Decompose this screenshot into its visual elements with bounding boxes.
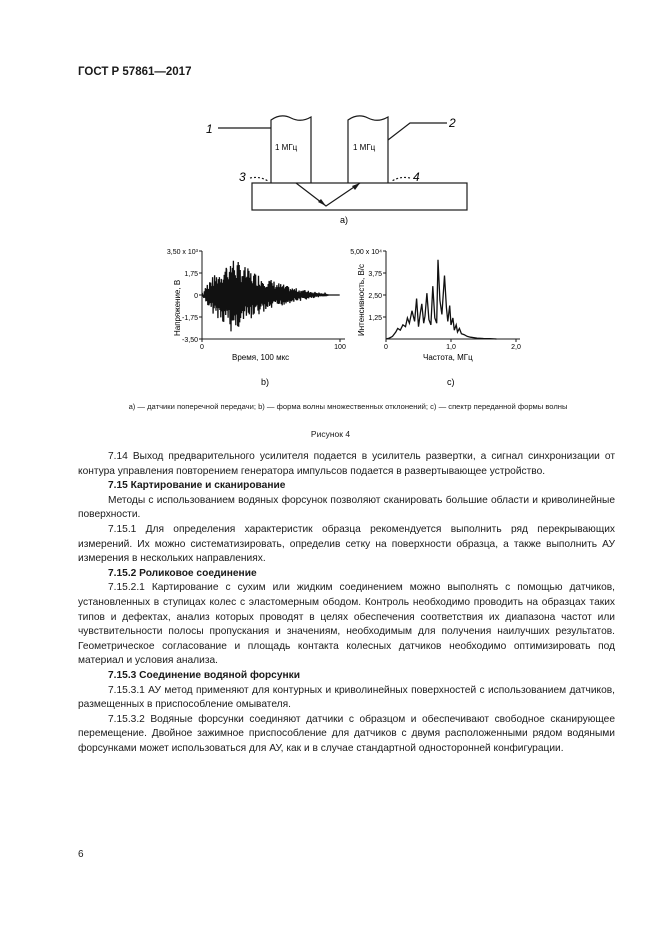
section-heading: 7.15 Картирование и сканирование bbox=[108, 480, 286, 492]
chart-c-xtick-label: 1,0 bbox=[446, 344, 456, 351]
paragraph: 7.15.3.1 АУ метод применяют для контурных и криволинейных поверхностей с использованием датчиков, размещенных в приспособление омывателя. bbox=[78, 684, 615, 711]
chart-b-ylabel: Напряжение, В bbox=[173, 279, 182, 336]
chart-c-xlabel: Частота, МГц bbox=[423, 353, 473, 362]
transducer-right-label: 1 МГц bbox=[353, 143, 376, 152]
chart-b-ytick-label: 3,50 x 10³ bbox=[166, 249, 198, 256]
beam-arrow-out bbox=[352, 183, 360, 190]
label-4: 4 bbox=[413, 170, 420, 184]
caption-c: c) bbox=[447, 377, 455, 387]
body-text bbox=[78, 450, 615, 756]
caption-a: a) bbox=[340, 215, 349, 225]
section-heading: 7.15.3 Соединение водяной форсунки bbox=[108, 669, 301, 681]
chart-b-ytick-label: 1,75 bbox=[184, 271, 198, 278]
chart-c-ylabel: Интенсивность, В/с bbox=[357, 263, 366, 336]
caption-b: b) bbox=[261, 377, 270, 387]
chart-b-ytick-label: -1,75 bbox=[182, 315, 198, 322]
chart-c-ytick-label: 1,25 bbox=[368, 315, 382, 322]
document-header: ГОСТ Р 57861—2017 bbox=[78, 66, 192, 78]
transducer-left-label: 1 МГц bbox=[275, 143, 298, 152]
chart-c bbox=[350, 249, 521, 387]
label-3: 3 bbox=[239, 170, 246, 184]
paragraph: 7.15.3.2 Водяные форсунки соединяют датчики с образцом и обеспечивают свободное сканирующее перемещение. Двойное зажимное приспособление для датчиков с двумя расположенными рядом водяными форсунками может использоваться для АУ, как и в случае стандартной односторонней конфигурации. bbox=[78, 713, 615, 754]
label-2: 2 bbox=[449, 116, 456, 130]
chart-b-xlabel: Время, 100 мкс bbox=[232, 353, 290, 362]
chart-b-ytick-label: -3,50 bbox=[182, 337, 198, 344]
chart-c-xtick-label: 0 bbox=[384, 344, 388, 351]
chart-b bbox=[167, 249, 346, 387]
chart-c-ytick-label: 3,75 bbox=[368, 271, 382, 278]
chart-c-xtick-label: 2,0 bbox=[511, 344, 521, 351]
beam-path bbox=[296, 183, 360, 206]
leader-3 bbox=[250, 177, 268, 181]
diagram-a bbox=[218, 116, 467, 210]
paragraph: Методы с использованием водяных форсунок позволяют сканировать большие области и криволинейные поверхности. bbox=[78, 494, 615, 521]
leader-2 bbox=[388, 123, 447, 140]
paragraph: 7.14 Выход предварительного усилителя подается в усилитель развертки, а сигнал синхронизации от контура управления повторением генератора импульсов подается в развертывающее устройство. bbox=[78, 451, 615, 477]
paragraph: 7.15.2.1 Картирование с сухим или жидким соединением можно выполнять с помощью датчиков, установленных в ступицах колес с эластомерным ободом. Контроль необходимо проводить на образцах таких типов и дефектах, анализ которых проводят в целях обеспечения соответствия их диапазона частот или чувствительности полосы пропускания и значениям, необходимым для получения наилучших результатов. Геометрическое согласование и площадь контакта колесных датчиков необходимо оптимизировать под материал и условия анализа. bbox=[78, 582, 615, 667]
figure-title: Рисунок 4 bbox=[310, 429, 351, 439]
figure-legend: а) — датчики поперечной передачи; b) — форма волны множественных отклонений; c) — спектр переданной формы волны bbox=[128, 402, 568, 411]
chart-c-ytick-label: 2,50 bbox=[368, 293, 382, 300]
chart-b-xtick-label: 100 bbox=[334, 344, 346, 351]
chart-c-ytick-label: 5,00 x 10⁴ bbox=[350, 249, 382, 256]
chart-b-ytick-label: 0 bbox=[194, 293, 198, 300]
chart-b-waveform bbox=[202, 261, 340, 332]
chart-b-xtick-label: 0 bbox=[200, 344, 204, 351]
paragraph: 7.15.1 Для определения характеристик образца рекомендуется выполнить ряд перекрывающих измерений. Их можно систематизировать, определив сетку на поверхности образца, а также выполнить АУ измерения в нескольких направлениях. bbox=[78, 523, 615, 565]
page-number: 6 bbox=[78, 849, 84, 860]
chart-c-spectrum bbox=[386, 260, 497, 339]
specimen-plate bbox=[252, 183, 467, 210]
leader-4 bbox=[392, 177, 410, 181]
label-1: 1 bbox=[206, 122, 213, 136]
figure-4 bbox=[0, 0, 661, 400]
section-heading: 7.15.2 Роликовое соединение bbox=[108, 567, 257, 579]
